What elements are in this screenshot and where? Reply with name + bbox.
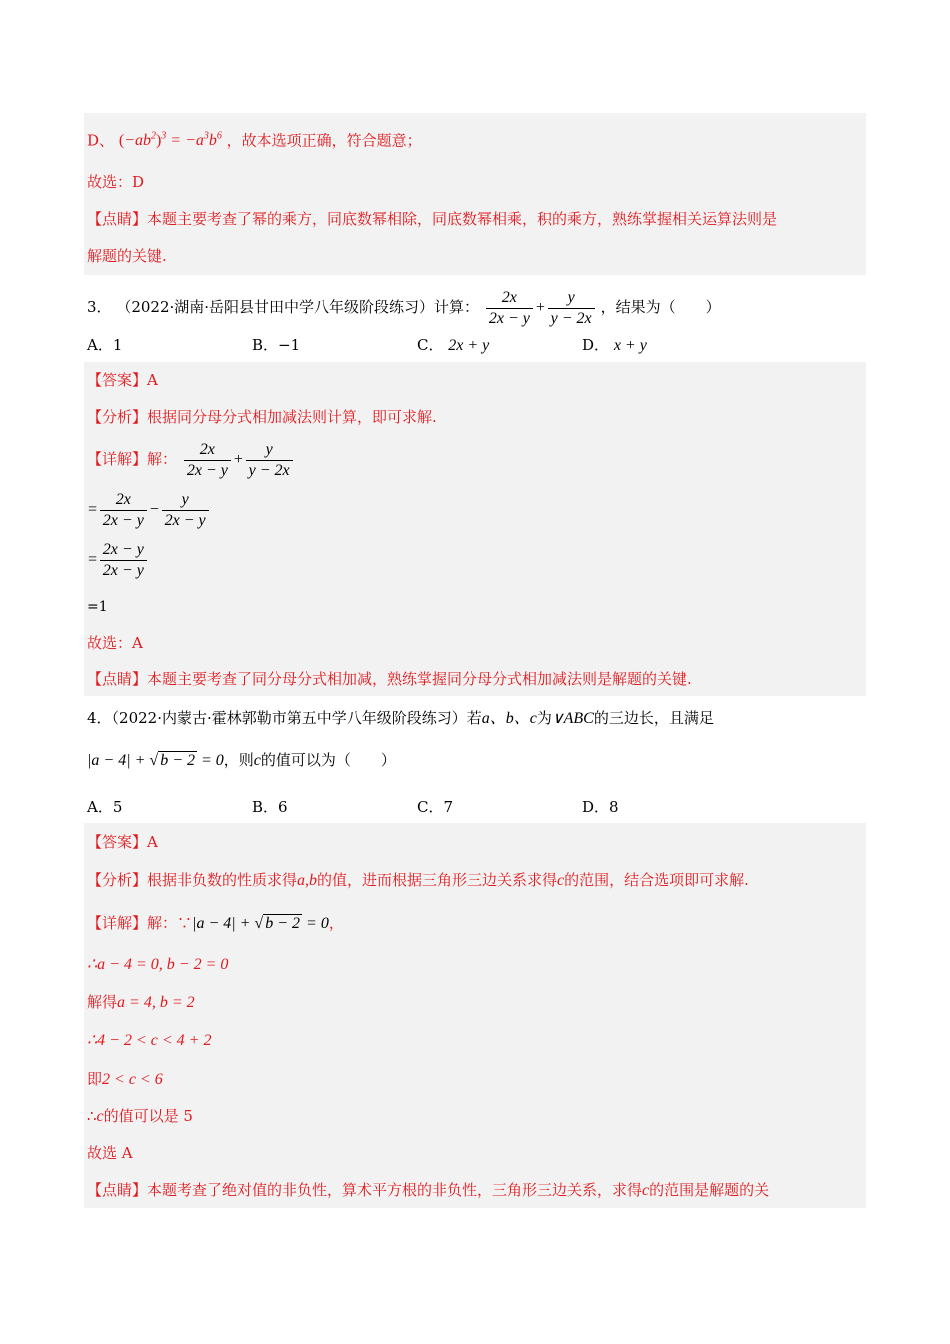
question-source: （2022·湖南·岳阳县甘田中学八年级阶段练习）计算：	[116, 298, 480, 317]
question-number: 3．	[87, 298, 112, 317]
question-4: 4．（2022·内蒙古·霍林郭勒市第五中学八年级阶段练习）若a、b、c为∨ABC的三边长，且满足	[87, 709, 714, 727]
detail-step-1: ∴a − 4 = 0, b − 2 = 0	[87, 956, 229, 973]
detail-step-2: 解得a = 4, b = 2	[87, 993, 195, 1011]
q3-option-a: A．1	[87, 336, 123, 354]
choice-line: 故选：A	[87, 634, 143, 652]
question-3	[87, 288, 721, 329]
detail-step-5: ∴c的值可以是 5	[87, 1107, 193, 1125]
q4-option-a: A．5	[87, 798, 123, 816]
solution-block-q3	[84, 362, 866, 696]
option-d-line	[87, 127, 422, 151]
choice-line: 故选：D	[87, 173, 145, 191]
analysis-line: 【分析】根据非负数的性质求得a,b的值，进而根据三角形三边关系求得c的范围，结合选项即可求解.	[87, 871, 749, 889]
analysis-line: 【分析】根据同分母分式相加减法则计算，即可求解.	[87, 408, 437, 426]
detail-step-1: = $\frac{2x}{2x - y}$ − $\frac{y}{2x - y}$	[87, 490, 211, 531]
option-d-note: ，故本选项正确，符合题意；	[226, 131, 422, 150]
q4-option-c: C．7	[417, 798, 454, 816]
comment-line	[87, 209, 777, 229]
question-4-condition: |a − 4| + √ b − 2 = 0，则c的值可以为（ ）	[87, 751, 396, 769]
comment-text-continued: 解题的关键.	[87, 247, 167, 265]
answer-line: 【答案】A	[87, 371, 158, 389]
choice-line: 故选 A	[87, 1144, 133, 1162]
question-tail: ，结果为（ ）	[600, 298, 721, 317]
detail-step-3: ∴4 − 2 < c < 4 + 2	[87, 1032, 212, 1049]
comment-line: 【点睛】本题主要考查了同分母分式相加减，熟练掌握同分母分式相加减法则是解题的关键.	[87, 670, 692, 688]
question-expression: $\frac{2x}{2x - y}$ + $\frac{y}{y - 2x}$	[484, 299, 601, 316]
q3-option-d: D． x + y	[582, 336, 647, 354]
detail-step-3: =1	[87, 599, 108, 615]
q4-option-b: B．6	[252, 798, 288, 816]
detail-step-2: = $\frac{2x - y}{2x - y}$	[87, 540, 149, 581]
q3-option-c: C． 2x + y	[417, 336, 490, 354]
solution-block-q4	[84, 823, 866, 1208]
detail-step-4: 即2 < c < 6	[87, 1070, 163, 1088]
comment-text: 本题主要考查了幂的乘方，同底数幂相除，同底数幂相乘，积的乘方，熟练掌握相关运算法则是	[147, 210, 778, 228]
answer-line: 【答案】A	[87, 833, 158, 851]
detail-line: 【详解】解： $\frac{2x}{2x - y}$ + $\frac{y}{y - 2x}$	[87, 440, 295, 481]
detail-line: 【详解】解：∵|a − 4| + √ b − 2 = 0，	[87, 914, 344, 932]
option-d-label: D、	[87, 131, 115, 150]
comment-tag: 【点睛】	[87, 210, 148, 228]
option-d-formula: $(-ab^2)^3 = -a^3b^6$	[118, 131, 222, 150]
q4-option-d: D．8	[582, 798, 619, 816]
comment-line: 【点睛】本题考查了绝对值的非负性，算术平方根的非负性，三角形三边关系，求得c的范围是解题的关	[87, 1181, 770, 1199]
q3-option-b: B．−1	[252, 336, 301, 354]
solution-block-q2	[84, 113, 866, 275]
